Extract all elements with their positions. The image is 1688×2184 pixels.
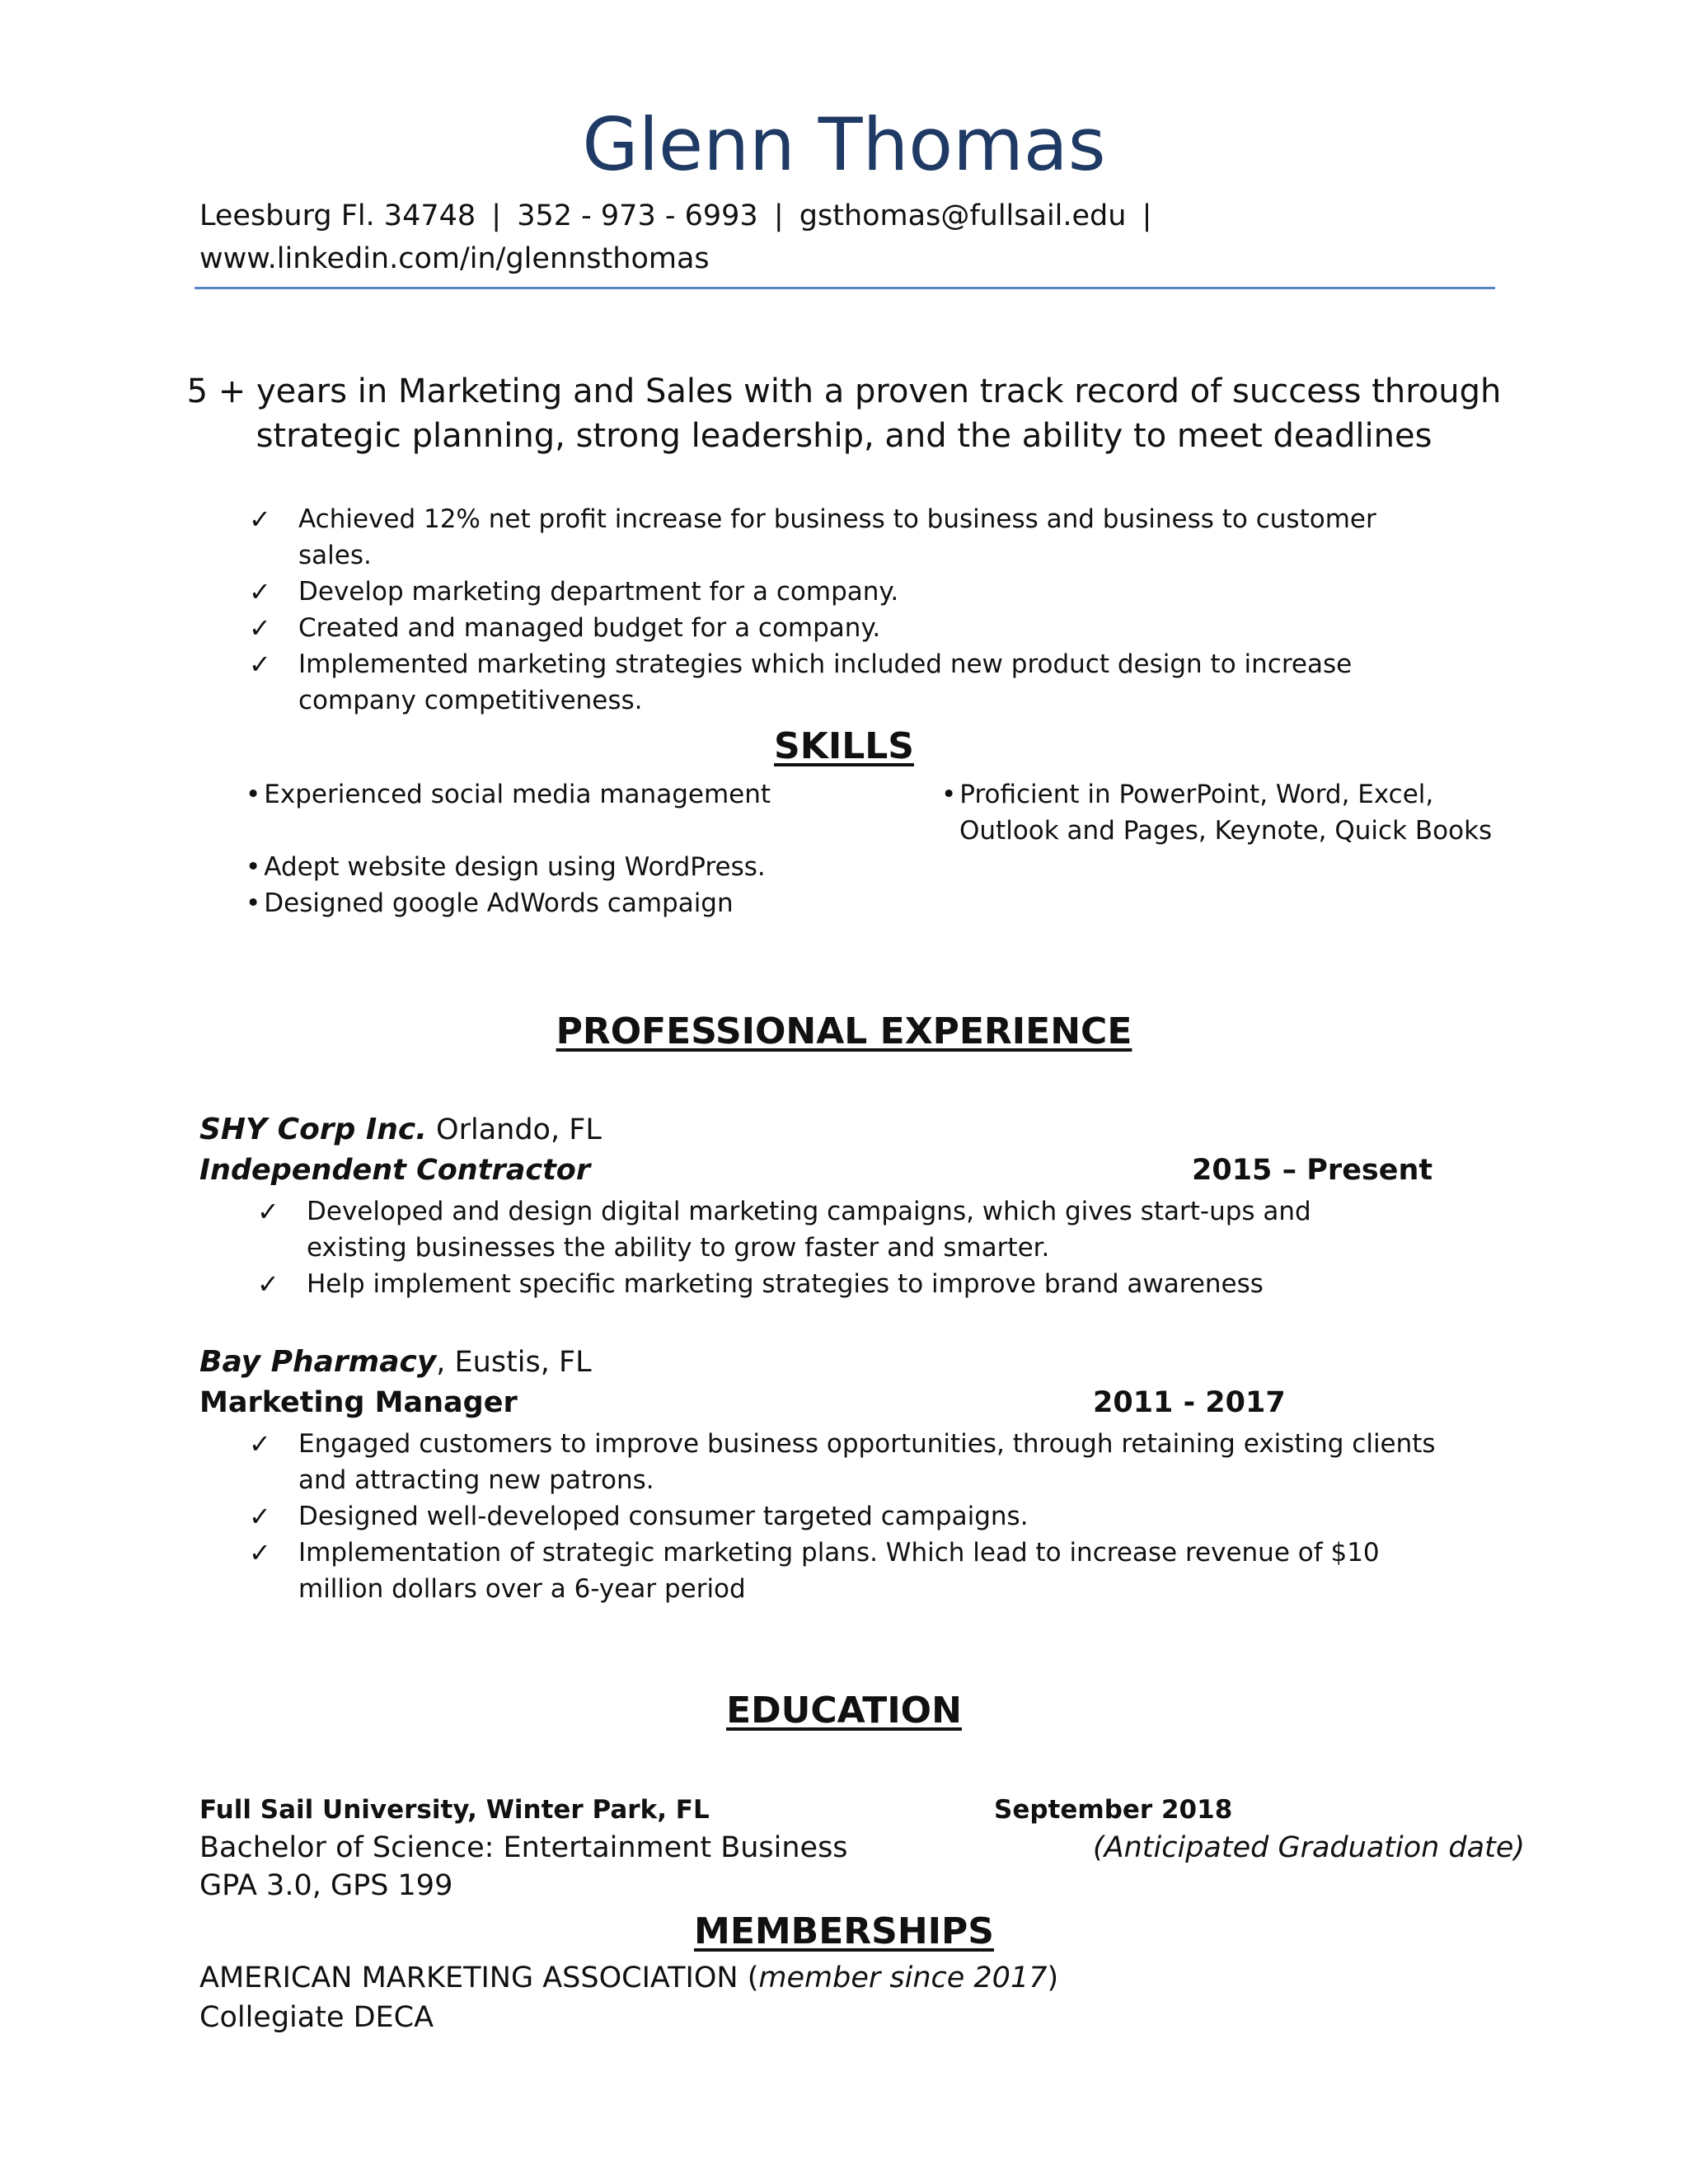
graduation-date: September 2018 — [994, 1795, 1233, 1825]
checkmark-icon: ✓ — [249, 1537, 271, 1568]
list-item: ✓ Develop marketing department for a company. — [298, 574, 1444, 610]
list-item: ✓ Designed well-developed consumer targeted campaigns. — [298, 1498, 1436, 1535]
experience-heading: PROFESSIONAL EXPERIENCE — [556, 1010, 1132, 1052]
checkmark-icon: ✓ — [249, 649, 271, 680]
list-item: ✓ Created and managed budget for a company. — [298, 610, 1444, 646]
separator: | — [1142, 199, 1152, 232]
job-company-line — [199, 1113, 602, 1146]
education-heading: EDUCATION — [726, 1690, 962, 1732]
achievements-list — [249, 501, 1444, 719]
skills-heading: SKILLS — [774, 725, 914, 767]
phone-text: 352 - 973 - 6993 — [517, 199, 758, 232]
graduation-note: (Anticipated Graduation date) — [1093, 1831, 1526, 1864]
list-item: ✓ Implementation of strategic marketing plans. Which lead to increase revenue of $10 million dollars over a 6-year period — [298, 1535, 1436, 1607]
separator: | — [773, 199, 784, 232]
job-role: Independent Contractor — [199, 1154, 591, 1187]
gpa-text: GPA 3.0, GPS 199 — [199, 1869, 453, 1902]
linkedin-line — [199, 237, 1485, 280]
bullet-icon: • — [941, 780, 957, 809]
checkmark-icon: ✓ — [257, 1196, 279, 1227]
list-item: ✓ Implemented marketing strategies which included new product design to increase company competitiveness. — [298, 646, 1444, 719]
checkmark-icon: ✓ — [249, 612, 271, 644]
list-item: ✓ Help implement specific marketing strategies to improve brand awareness — [307, 1266, 1378, 1302]
membership-since: member since 2017 — [758, 1961, 1048, 1994]
job-dates: 2015 – Present — [1192, 1154, 1433, 1187]
job-bullets — [257, 1193, 1378, 1302]
bullet-icon: • — [246, 888, 261, 918]
skill-item: • Designed google AdWords campaign — [246, 888, 734, 918]
skill-item: • Experienced social media management — [246, 780, 771, 809]
separator: | — [491, 199, 502, 232]
bullet-icon: • — [246, 780, 261, 809]
skill-item: • Adept website design using WordPress. — [246, 852, 766, 882]
membership-item: Collegiate DECA — [199, 2001, 434, 2034]
job-bullets — [249, 1426, 1436, 1607]
job-company-line — [199, 1345, 592, 1379]
skill-item: • Proficient in PowerPoint, Word, Excel, Outlook and Pages, Keynote, Quick Books — [941, 780, 1493, 846]
degree-text: Bachelor of Science: Entertainment Business — [199, 1831, 848, 1864]
checkmark-icon: ✓ — [257, 1268, 279, 1300]
company-name: Bay Pharmacy — [199, 1345, 437, 1379]
checkmark-icon: ✓ — [249, 576, 271, 607]
job-dates: 2011 - 2017 — [1093, 1386, 1286, 1419]
company-location: Orlando, FL — [426, 1113, 602, 1146]
memberships-heading: MEMBERSHIPS — [694, 1910, 994, 1952]
checkmark-icon: ✓ — [249, 504, 271, 535]
school-name: Full Sail University, Winter Park, FL — [199, 1795, 710, 1825]
candidate-name: Glenn Thomas — [582, 102, 1106, 187]
location-text: Leesburg Fl. 34748 — [199, 199, 476, 232]
company-name: SHY Corp Inc. — [199, 1113, 427, 1146]
linkedin-text: www.linkedin.com/in/glennsthomas — [199, 242, 710, 275]
list-item: ✓ Achieved 12% net profit increase for business to business and business to customer sales. — [298, 501, 1444, 574]
list-item: ✓ Engaged customers to improve business opportunities, through retaining existing clients and attracting new patrons. — [298, 1426, 1436, 1498]
list-item: ✓ Developed and design digital marketing campaigns, which gives start-ups and existing businesses the ability to grow faster and smarter. — [307, 1193, 1378, 1266]
bullet-icon: • — [246, 852, 261, 882]
email-text: gsthomas@fullsail.edu — [799, 199, 1127, 232]
checkmark-icon: ✓ — [249, 1428, 271, 1460]
checkmark-icon: ✓ — [249, 1501, 271, 1532]
contact-line — [199, 194, 1485, 237]
header-divider — [195, 287, 1495, 289]
summary-text: 5 + years in Marketing and Sales with a proven track record of success through strategic planning, strong leadership, and the ability to meet deadlines — [186, 373, 1502, 455]
membership-item: AMERICAN MARKETING ASSOCIATION (member since 2017) — [199, 1961, 1059, 1994]
company-location: , Eustis, FL — [436, 1346, 592, 1379]
job-role: Marketing Manager — [199, 1386, 518, 1419]
